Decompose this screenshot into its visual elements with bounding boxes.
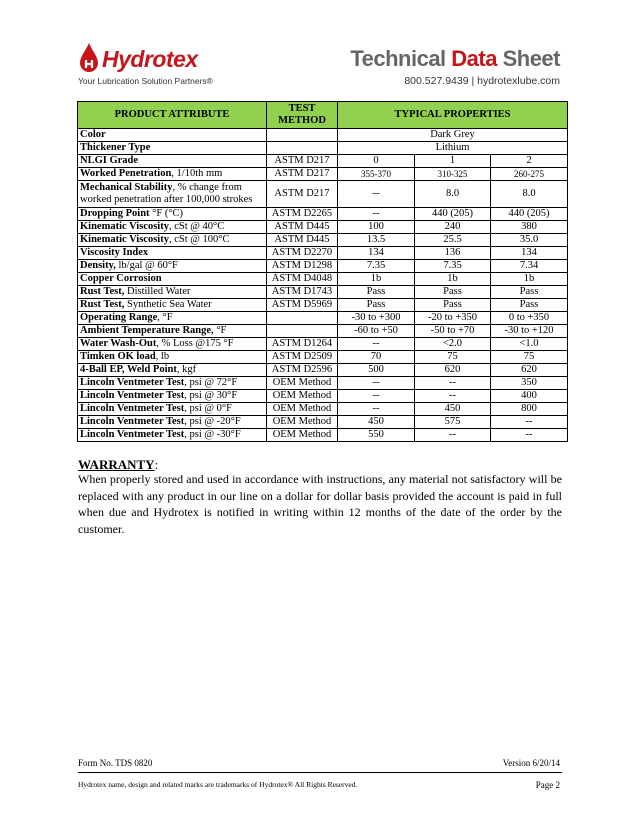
value-cell: -- xyxy=(338,390,415,403)
method-cell: ASTM D217 xyxy=(267,168,338,181)
contact-info: 800.527.9439 | hydrotexlube.com xyxy=(404,75,560,87)
method-cell: ASTM D2270 xyxy=(267,247,338,260)
brand-name: Hydrotex xyxy=(102,46,198,72)
value-cell: Lithium xyxy=(338,142,568,155)
table-row xyxy=(78,364,568,377)
method-cell: OEM Method xyxy=(267,416,338,429)
table-row xyxy=(78,181,568,208)
table-row xyxy=(78,390,568,403)
value-cell: 550 xyxy=(338,429,415,442)
table-row xyxy=(78,416,568,429)
value-cell: 310-325 xyxy=(415,168,491,181)
value-cell: 0 to +350 xyxy=(491,312,568,325)
value-cell: -20 to +350 xyxy=(415,312,491,325)
value-cell: 134 xyxy=(338,247,415,260)
page-number: Page 2 xyxy=(535,780,560,790)
method-cell: OEM Method xyxy=(267,377,338,390)
value-cell: Pass xyxy=(491,286,568,299)
table-row xyxy=(78,403,568,416)
value-cell: 0 xyxy=(338,155,415,168)
attribute-cell: Mechanical Stability, % change from worked penetration after 100,000 strokes xyxy=(78,181,267,208)
attribute-cell: Lincoln Ventmeter Test, psi @ 72°F xyxy=(78,377,267,390)
value-cell: 1b xyxy=(338,273,415,286)
attribute-cell: Kinematic Viscosity, cSt @ 40°C xyxy=(78,221,267,234)
header-method: TEST METHOD xyxy=(267,102,338,129)
value-cell: 575 xyxy=(415,416,491,429)
brand-tagline: Your Lubrication Solution Partners® xyxy=(78,76,213,86)
attribute-cell: Thickener Type xyxy=(78,142,267,155)
table-row xyxy=(78,129,568,142)
value-cell: 13.5 xyxy=(338,234,415,247)
document-title: Technical Data Sheet xyxy=(350,46,560,71)
method-cell: ASTM D445 xyxy=(267,221,338,234)
method-cell: ASTM D445 xyxy=(267,234,338,247)
attribute-cell: 4-Ball EP, Weld Point, kgf xyxy=(78,364,267,377)
value-cell: -30 to +300 xyxy=(338,312,415,325)
value-cell: -- xyxy=(338,403,415,416)
value-cell: 25.5 xyxy=(415,234,491,247)
value-cell: <2.0 xyxy=(415,338,491,351)
table-row xyxy=(78,234,568,247)
method-cell: OEM Method xyxy=(267,429,338,442)
value-cell: 800 xyxy=(491,403,568,416)
value-cell: Pass xyxy=(338,299,415,312)
table-row xyxy=(78,260,568,273)
value-cell: 7.35 xyxy=(415,260,491,273)
method-cell: OEM Method xyxy=(267,403,338,416)
table-row xyxy=(78,312,568,325)
attribute-cell: Kinematic Viscosity, cSt @ 100°C xyxy=(78,234,267,247)
attribute-cell: Color xyxy=(78,129,267,142)
value-cell: 2 xyxy=(491,155,568,168)
version-label: Version 6/20/14 xyxy=(502,758,560,768)
table-row xyxy=(78,429,568,442)
value-cell: -- xyxy=(415,429,491,442)
method-cell: ASTM D5969 xyxy=(267,299,338,312)
method-cell: ASTM D4048 xyxy=(267,273,338,286)
value-cell: 620 xyxy=(415,364,491,377)
header-properties: TYPICAL PROPERTIES xyxy=(338,102,568,129)
value-cell: -- xyxy=(338,338,415,351)
page-header xyxy=(0,0,638,100)
value-cell: -50 to +70 xyxy=(415,325,491,338)
value-cell: 1b xyxy=(415,273,491,286)
attribute-cell: Lincoln Ventmeter Test, psi @ -30°F xyxy=(78,429,267,442)
attribute-cell: Water Wash-Out, % Loss @175 °F xyxy=(78,338,267,351)
attribute-cell: Lincoln Ventmeter Test, psi @ 0°F xyxy=(78,403,267,416)
attribute-cell: Lincoln Ventmeter Test, psi @ -20°F xyxy=(78,416,267,429)
attribute-cell: Rust Test, Synthetic Sea Water xyxy=(78,299,267,312)
value-cell: 500 xyxy=(338,364,415,377)
value-cell: -- xyxy=(338,181,415,208)
value-cell: -- xyxy=(338,208,415,221)
table-row xyxy=(78,221,568,234)
value-cell: 8.0 xyxy=(415,181,491,208)
value-cell: 400 xyxy=(491,390,568,403)
table-row xyxy=(78,299,568,312)
value-cell: 100 xyxy=(338,221,415,234)
method-cell: ASTM D1298 xyxy=(267,260,338,273)
value-cell: 450 xyxy=(338,416,415,429)
attribute-cell: Viscosity Index xyxy=(78,247,267,260)
value-cell: 8.0 xyxy=(491,181,568,208)
value-cell: 1b xyxy=(491,273,568,286)
hydrotex-logo xyxy=(78,42,213,94)
method-cell xyxy=(267,129,338,142)
value-cell: -60 to +50 xyxy=(338,325,415,338)
header-attribute: PRODUCT ATTRIBUTE xyxy=(78,102,267,129)
value-cell: 355-370 xyxy=(338,168,415,181)
method-cell xyxy=(267,312,338,325)
value-cell: -- xyxy=(338,377,415,390)
value-cell: 75 xyxy=(491,351,568,364)
value-cell: Dark Grey xyxy=(338,129,568,142)
warranty-heading: WARRANTY: xyxy=(78,457,159,472)
attribute-cell: Operating Range, °F xyxy=(78,312,267,325)
table-row xyxy=(78,351,568,364)
table-row xyxy=(78,155,568,168)
value-cell: 75 xyxy=(415,351,491,364)
value-cell: 440 (205) xyxy=(491,208,568,221)
attribute-cell: Worked Penetration, 1/10th mm xyxy=(78,168,267,181)
value-cell: 134 xyxy=(491,247,568,260)
method-cell: ASTM D217 xyxy=(267,181,338,208)
table-row xyxy=(78,377,568,390)
value-cell: 620 xyxy=(491,364,568,377)
value-cell: 440 (205) xyxy=(415,208,491,221)
attribute-cell: Rust Test, Distilled Water xyxy=(78,286,267,299)
table-body xyxy=(78,129,568,442)
value-cell: Pass xyxy=(415,299,491,312)
table-row xyxy=(78,168,568,181)
value-cell: -- xyxy=(491,416,568,429)
value-cell: Pass xyxy=(415,286,491,299)
value-cell: 35.0 xyxy=(491,234,568,247)
attribute-cell: Copper Corrosion xyxy=(78,273,267,286)
table-row xyxy=(78,325,568,338)
value-cell: -30 to +120 xyxy=(491,325,568,338)
value-cell: -- xyxy=(491,429,568,442)
table-header-row xyxy=(78,102,568,129)
method-cell: ASTM D2596 xyxy=(267,364,338,377)
method-cell: ASTM D2265 xyxy=(267,208,338,221)
value-cell: Pass xyxy=(338,286,415,299)
value-cell: 260-275 xyxy=(491,168,568,181)
table-row xyxy=(78,142,568,155)
attribute-cell: Timken OK load, lb xyxy=(78,351,267,364)
value-cell: 1 xyxy=(415,155,491,168)
method-cell: ASTM D2509 xyxy=(267,351,338,364)
value-cell: 70 xyxy=(338,351,415,364)
value-cell: 136 xyxy=(415,247,491,260)
table-row xyxy=(78,286,568,299)
drop-logo-icon xyxy=(78,42,100,74)
value-cell: -- xyxy=(415,377,491,390)
value-cell: 350 xyxy=(491,377,568,390)
value-cell: 7.34 xyxy=(491,260,568,273)
attribute-cell: Density, lb/gal @ 60°F xyxy=(78,260,267,273)
form-number: Form No. TDS 0820 xyxy=(78,758,153,768)
table-row xyxy=(78,247,568,260)
attribute-cell: Ambient Temperature Range, °F xyxy=(78,325,267,338)
method-cell: ASTM D1743 xyxy=(267,286,338,299)
value-cell: 450 xyxy=(415,403,491,416)
warranty-text: When properly stored and used in accordance with instructions, any material not satisfactory will be replaced with any product in our line on a dollar for dollar basis provided the account is paid in full when due and Hydrotex is notified in writing within 12 months of the date of the order by the customer. xyxy=(78,472,562,536)
attribute-cell: NLGI Grade xyxy=(78,155,267,168)
value-cell: <1.0 xyxy=(491,338,568,351)
footer-divider xyxy=(78,772,562,773)
method-cell xyxy=(267,142,338,155)
attribute-cell: Dropping Point °F (°C) xyxy=(78,208,267,221)
method-cell: ASTM D217 xyxy=(267,155,338,168)
trademark-notice: Hydrotex name, design and related marks are trademarks of Hydrotex® All Rights Reserved. xyxy=(78,780,358,789)
value-cell: Pass xyxy=(491,299,568,312)
table-row xyxy=(78,273,568,286)
table-row xyxy=(78,208,568,221)
value-cell: 380 xyxy=(491,221,568,234)
properties-table xyxy=(77,101,568,442)
table-row xyxy=(78,338,568,351)
value-cell: -- xyxy=(415,390,491,403)
value-cell: 7.35 xyxy=(338,260,415,273)
value-cell: 240 xyxy=(415,221,491,234)
method-cell: ASTM D1264 xyxy=(267,338,338,351)
method-cell xyxy=(267,325,338,338)
method-cell: OEM Method xyxy=(267,390,338,403)
attribute-cell: Lincoln Ventmeter Test, psi @ 30°F xyxy=(78,390,267,403)
